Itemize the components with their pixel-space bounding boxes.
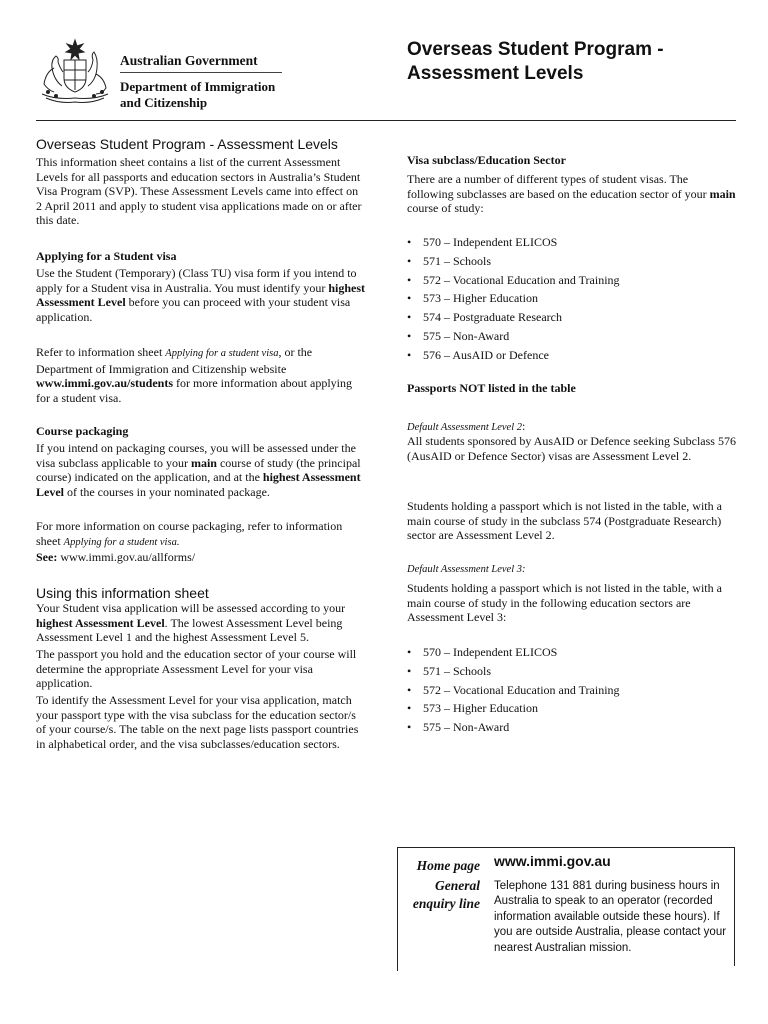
government-name: Australian Government (120, 53, 258, 68)
enquiry-line-label: enquiry line (412, 896, 480, 911)
list-item: • 570 – Independent ELICOS (407, 233, 737, 252)
document-title-line1: Overseas Student Program - (407, 39, 664, 60)
text-run: There are a number of different types of student visas. The following subclasses are based on the education sector of your (407, 172, 710, 201)
emphasis-text: main (709, 186, 736, 201)
list-item: • 573 – Higher Education (407, 289, 737, 308)
text-run: course of study: (407, 201, 484, 216)
emphasis-text: main (190, 455, 217, 470)
text-run: Your Student visa application will be assessed according to your (36, 601, 346, 615)
applying-paragraph-2 (36, 345, 366, 405)
text-run: , or the Department of Immigration and Citizenship website (36, 345, 313, 376)
emphasis-text: highest Assessment Level (36, 615, 165, 630)
home-page-link[interactable]: www.immi.gov.au (494, 853, 611, 869)
subclass-list (407, 233, 737, 365)
using-paragraph-1 (36, 601, 366, 645)
document-title (407, 38, 747, 86)
text-run: of the courses in your nominated package. (64, 484, 270, 499)
list-item: • 575 – Non-Award (407, 718, 737, 737)
allforms-link[interactable]: www.immi.gov.au/allforms/ (57, 550, 196, 565)
students-link[interactable]: www.immi.gov.au/students (36, 376, 174, 391)
section-title: Overseas Student Program - Assessment Levels (36, 136, 338, 152)
default-level-2-paragraph-2: Students holding a passport which is not listed in the table, with a main course of study in the subclass 574 (Postgraduate Research) sector are Assessment Level 2. (407, 499, 722, 543)
visa-intro (407, 172, 737, 216)
list-item: • 573 – Higher Education (407, 699, 737, 718)
text-run: course of study (the principal course) indicated on the application, and at the (36, 455, 361, 485)
header-rule (36, 120, 736, 121)
visa-heading: Visa subclass/Education Sector (407, 153, 566, 167)
enquiry-text: Telephone 131 881 during business hours in Australia to speak to an operator (recorded information available outside these hours). If you are outside Australia, please contact your nearest Australian mission. (494, 880, 727, 954)
using-paragraph-3: To identify the Assessment Level for your visa application, match your passport type with the visa subclass for the education sector/s of your course/s. The table on the next page lists passport countries in alphabetical order, and the visa subclasses/education sectors. (36, 693, 359, 751)
emphasis-text: highest Assessment Level (36, 470, 361, 499)
list-item: • 574 – Postgraduate Research (407, 308, 737, 327)
text-run: Default Assessment Level 2 (407, 422, 522, 433)
applying-heading: Applying for a Student visa (36, 249, 177, 263)
text-run: for more information about applying for a student visa. (36, 376, 352, 405)
text-run: Refer to information sheet (36, 345, 166, 359)
list-item: • 572 – Vocational Education and Training (407, 271, 737, 290)
home-page-label: Home page (416, 858, 480, 873)
packaging-paragraph-1 (36, 441, 366, 499)
department-name-line2: and Citizenship (120, 95, 208, 110)
text-run: For more information on course packaging, refer to information sheet (36, 519, 343, 548)
document-title-line2: Assessment Levels (407, 63, 584, 84)
list-item: • 575 – Non-Award (407, 327, 737, 346)
text-run: Use the Student (Temporary) (Class TU) visa form if you intend to apply for a Student visa in Australia. You must identify your (36, 266, 357, 295)
intro-paragraph: This information sheet contains a list of the current Assessment Levels for all passports and education sectors in Australia’s Student Visa Program (SVP). These Assessment Levels came into effect on 2 April 2011 and apply to student visa applications made on or after this date. (36, 155, 362, 228)
default-level-3-label: Default Assessment Level 3: (407, 564, 526, 575)
see-label: See: (36, 550, 58, 565)
passports-heading: Passports NOT listed in the table (407, 381, 576, 395)
text-run: . The lowest Assessment Level being Assessment Level 1 and the highest Assessment Level 5. (36, 615, 343, 645)
using-section-title: Using this information sheet (36, 585, 209, 601)
applying-paragraph-1 (36, 266, 366, 324)
packaging-paragraph-2 (36, 519, 366, 565)
contact-box-edge (397, 965, 398, 971)
header-divider (120, 72, 282, 73)
text-run: before you can proceed with your student visa application. (36, 295, 351, 324)
default-level-3-paragraph: Students holding a passport which is not listed in the table, with a main course of study in the following education sectors are Assessment Level 3: (407, 581, 722, 625)
list-item: • 572 – Vocational Education and Training (407, 681, 737, 700)
general-label: General (435, 878, 480, 893)
text-run: If you intend on packaging courses, you will be assessed under the visa subclass applicable to your (36, 441, 356, 470)
level-3-sector-list (407, 643, 737, 737)
list-item: • 571 – Schools (407, 252, 737, 271)
info-sheet-title: Applying for a student visa (165, 348, 279, 359)
emphasis-text: highest Assessment Level (36, 280, 365, 310)
default-level-2-paragraph-1: All students sponsored by AusAID or Defence seeking Subclass 576 (AusAID or Defence Sector) visas are Assessment Level 2. (407, 434, 736, 463)
text-run: : (522, 419, 526, 433)
coat-of-arms-logo (36, 38, 114, 106)
using-paragraph-2: The passport you hold and the education sector of your course will determine the appropriate Assessment Level for your visa application. (36, 647, 357, 691)
department-name-line1: Department of Immigration (120, 79, 276, 94)
info-sheet-title: Applying for a student visa. (63, 536, 180, 548)
default-level-2-label (407, 417, 737, 435)
list-item: • 571 – Schools (407, 662, 737, 681)
list-item: • 570 – Independent ELICOS (407, 643, 737, 662)
department-name (120, 79, 285, 111)
packaging-heading: Course packaging (36, 424, 129, 438)
list-item: • 576 – AusAID or Defence (407, 346, 737, 365)
